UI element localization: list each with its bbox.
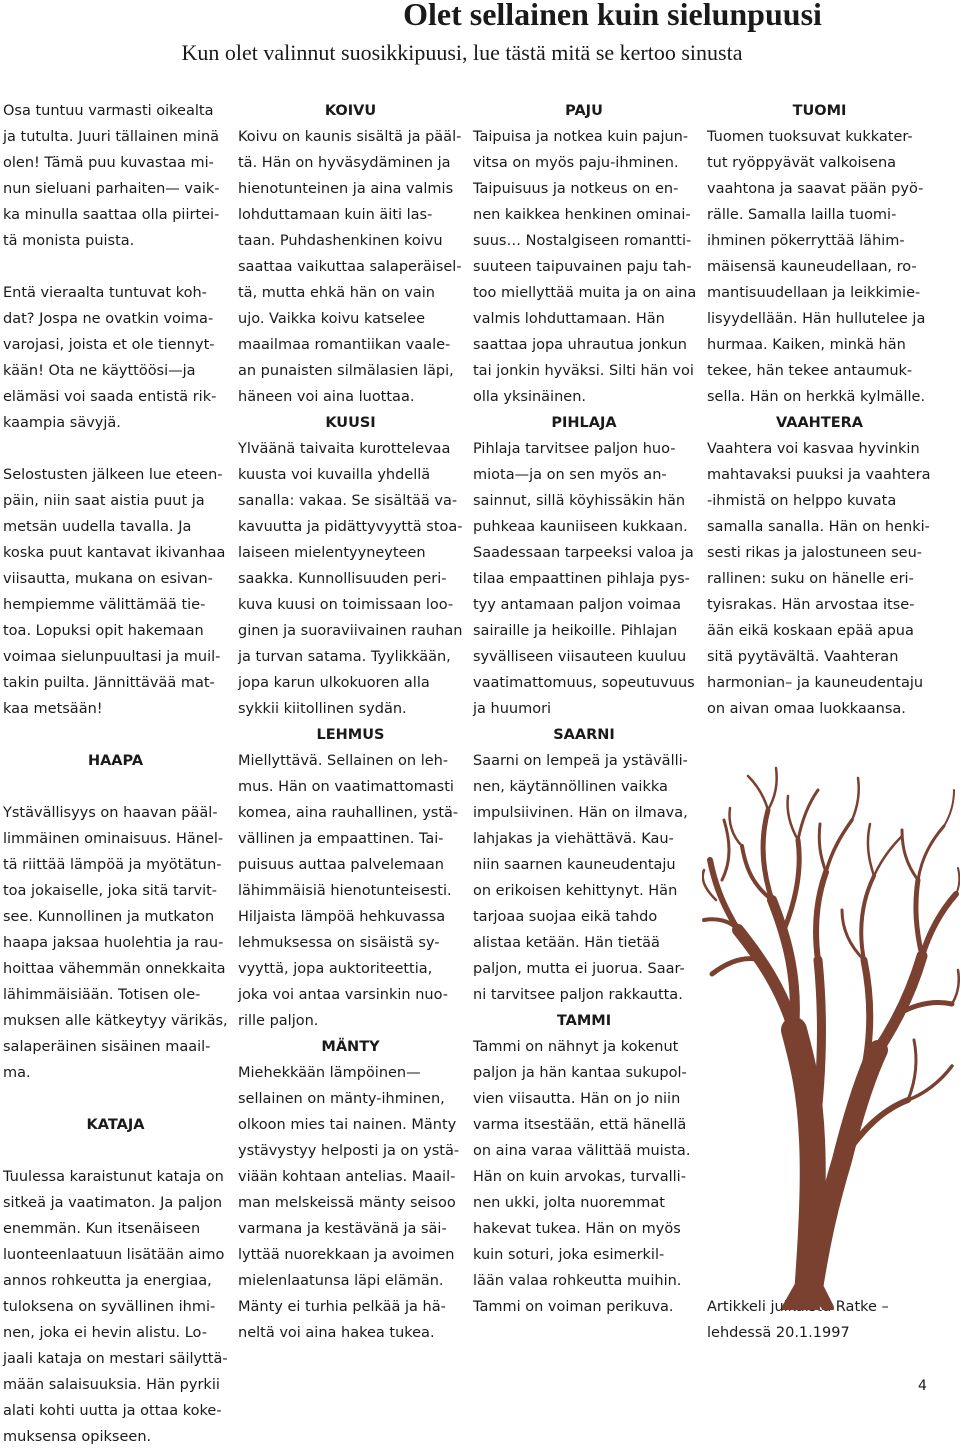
text-line bbox=[3, 722, 223, 748]
text-line: niin saarnen kauneudentaju bbox=[473, 857, 676, 873]
text-line: lähimmäisiään. Totisen ole- bbox=[3, 987, 201, 1003]
text-line: toa. Lopuksi opit hakemaan bbox=[3, 623, 204, 639]
text-line: harmonian– ja kauneudentaju bbox=[707, 675, 924, 691]
text-line: takin puilta. Jännittävää mat- bbox=[3, 675, 215, 691]
section-heading: HAAPA bbox=[87, 753, 144, 769]
text-line: sainnut, sillä köyhissäkin hän bbox=[473, 493, 686, 509]
text-line: sella. Hän on herkkä kylmälle. bbox=[707, 389, 926, 405]
page-number: 4 bbox=[918, 1378, 927, 1394]
bare-tree-icon bbox=[702, 760, 960, 1310]
text-line: rälle. Samalla lailla tuomi- bbox=[707, 207, 897, 223]
section-heading: PIHLAJA bbox=[551, 415, 617, 431]
text-line: on erikoisen kehittynyt. Hän bbox=[473, 883, 678, 899]
text-line bbox=[3, 774, 223, 800]
text-line: on aivan omaa luokkaansa. bbox=[707, 701, 906, 717]
text-line: tai jonkin hyväksi. Silti hän voi bbox=[473, 363, 694, 379]
text-line: luonteenlaatuun lisätään aimo bbox=[3, 1247, 225, 1263]
text-line: mään salaisuuksia. Hän pyrkii bbox=[3, 1377, 220, 1393]
text-line: enemmän. Kun itsenäiseen bbox=[3, 1221, 201, 1237]
text-line: man melskeissä mänty seisoo bbox=[238, 1195, 456, 1211]
text-line: ja huumori bbox=[473, 701, 552, 717]
text-line: nen kaikkea henkinen ominai- bbox=[473, 207, 691, 223]
text-line: ihminen pökerryttää lähim- bbox=[707, 233, 905, 249]
text-line: varmana ja kestävänä ja säi- bbox=[238, 1221, 447, 1237]
text-line: taan. Puhdashenkinen koivu bbox=[238, 233, 443, 249]
text-line: Taipuisa ja notkea kuin pajun- bbox=[473, 129, 689, 145]
column-2 bbox=[238, 98, 463, 1346]
text-line: miota—ja on sen myös an- bbox=[473, 467, 667, 483]
text-line: kaampia sävyjä. bbox=[3, 415, 121, 431]
text-line: too miellyttää muita ja on aina bbox=[473, 285, 697, 301]
text-line: voimaa sielunpuultasi ja muil- bbox=[3, 649, 221, 665]
text-line: Miellyttävä. Sellainen on leh- bbox=[238, 753, 449, 769]
section-heading: TUOMI bbox=[792, 103, 847, 119]
text-line: sellainen on mänty-ihminen, bbox=[238, 1091, 445, 1107]
text-line: viisautta, mukana on esivan- bbox=[3, 571, 213, 587]
text-line: lähimmäisiä hienotunteisesti. bbox=[238, 883, 452, 899]
text-line: samalla sanalla. Hän on henki- bbox=[707, 519, 930, 535]
text-line: mielenlaatunsa läpi elämän. bbox=[238, 1273, 444, 1289]
text-line: vaahtona ja saavat pään pyö- bbox=[707, 181, 924, 197]
column-1 bbox=[3, 98, 228, 1450]
text-line: varma itsestään, että hänellä bbox=[473, 1117, 687, 1133]
text-line: ystävystyy helposti ja on ystä- bbox=[238, 1143, 460, 1159]
section-heading: PAJU bbox=[565, 103, 603, 119]
text-line: vällinen ja empaattinen. Tai- bbox=[238, 831, 444, 847]
text-line: rille paljon. bbox=[238, 1013, 319, 1029]
text-line: paljon, mutta ei juorua. Saar- bbox=[473, 961, 685, 977]
text-line: Vaahtera voi kasvaa hyvinkin bbox=[707, 441, 920, 457]
text-line: ginen ja suoraviivainen rauhan bbox=[238, 623, 463, 639]
text-line: päin, niin saat aistia puut ja bbox=[3, 493, 205, 509]
text-line: viään kohtaan antelias. Maail- bbox=[238, 1169, 456, 1185]
text-line: tuloksena on syvällinen ihmi- bbox=[3, 1299, 216, 1315]
text-line: an punaisten silmälasien läpi, bbox=[238, 363, 454, 379]
text-line: mantisuudellaan ja leikkimie- bbox=[707, 285, 921, 301]
text-line: laiseen mielentyyneyteen bbox=[238, 545, 426, 561]
text-line: tä riittää lämpöä ja myötätun- bbox=[3, 857, 222, 873]
page-title: Olet sellainen kuin sielunpuusi bbox=[403, 0, 822, 32]
text-line: Selostusten jälkeen lue eteen- bbox=[3, 467, 223, 483]
text-line: tarjoaa suojaa eikä tahdo bbox=[473, 909, 658, 925]
page-subtitle: Kun olet valinnut suosikkipuusi, lue tästä mitä se kertoo sinusta bbox=[181, 40, 743, 65]
text-line: tilaa empaattinen pihlaja pys- bbox=[473, 571, 690, 587]
text-line: olla yksinäinen. bbox=[473, 389, 586, 405]
text-line: dat? Jospa ne ovatkin voima- bbox=[3, 311, 214, 327]
text-line: lohduttamaan kuin äiti las- bbox=[238, 207, 433, 223]
text-line: nen ukki, jolta nuoremmat bbox=[473, 1195, 665, 1211]
text-line: kaa metsään! bbox=[3, 701, 103, 717]
section-heading: KOIVU bbox=[324, 103, 377, 119]
section-heading: SAARNI bbox=[553, 727, 615, 743]
text-line: metsän uudella tavalla. Ja bbox=[3, 519, 192, 535]
text-line: ma. bbox=[3, 1065, 31, 1081]
text-line: Ystävällisyys on haavan pääl- bbox=[3, 805, 218, 821]
section-heading: LEHMUS bbox=[316, 727, 385, 743]
text-line: lyttää nuorekkaan ja avoimen bbox=[238, 1247, 455, 1263]
text-line: puisuus auttaa palvelemaan bbox=[238, 857, 445, 873]
text-line: nen, käytännöllinen vaikka bbox=[473, 779, 668, 795]
text-line: suuteen taipuvainen paju tah- bbox=[473, 259, 692, 275]
text-line: suus… Nostalgiseen romantti- bbox=[473, 233, 692, 249]
text-line bbox=[3, 1138, 223, 1164]
text-line: salaperäinen sisäinen maail- bbox=[3, 1039, 211, 1055]
text-line: mus. Hän on vaatimattomasti bbox=[238, 779, 454, 795]
text-line: lisyydellään. Hän hullutelee ja bbox=[707, 311, 926, 327]
text-line: Koivu on kaunis sisältä ja pääl- bbox=[238, 129, 462, 145]
text-line: sairaille ja heikoille. Pihlajan bbox=[473, 623, 678, 639]
text-line: vitsa on myös paju-ihminen. bbox=[473, 155, 679, 171]
text-line: Saadessaan tarpeeksi valoa ja bbox=[473, 545, 694, 561]
text-line: on aina varaa välittää muista. bbox=[473, 1143, 691, 1159]
text-line: tä monista puista. bbox=[3, 233, 135, 249]
text-line: lehdessä 20.1.1997 bbox=[707, 1325, 850, 1341]
text-line: valmis lohduttamaan. Hän bbox=[473, 311, 665, 327]
text-line: häneen voi aina luottaa. bbox=[238, 389, 415, 405]
text-line: ka minulla saattaa olla piirtei- bbox=[3, 207, 220, 223]
text-line: sykkii kiitollinen sydän. bbox=[238, 701, 407, 717]
text-line: hienotunteinen ja aina valmis bbox=[238, 181, 454, 197]
text-line: sitä pyytävältä. Vaahteran bbox=[707, 649, 899, 665]
text-line: Artikkeli julkaistu Ratke – bbox=[707, 1299, 889, 1315]
text-line: alistaa ketään. Hän tietää bbox=[473, 935, 660, 951]
text-line: hakevat tukea. Hän on myös bbox=[473, 1221, 681, 1237]
text-line: Osa tuntuu varmasti oikealta bbox=[3, 103, 214, 119]
text-line bbox=[3, 254, 223, 280]
text-line: Taipuisuus ja notkeus on en- bbox=[473, 181, 679, 197]
section-heading: VAAHTERA bbox=[776, 415, 863, 431]
text-line: puhkeaa kauniiseen kukkaan. bbox=[473, 519, 688, 535]
section-heading: MÄNTY bbox=[321, 1039, 380, 1055]
text-line: ja tutulta. Juuri tällainen minä bbox=[3, 129, 220, 145]
text-line: Miehekkään lämpöinen— bbox=[238, 1065, 421, 1081]
text-line: tä. Hän on hyväsydäminen ja bbox=[238, 155, 451, 171]
text-line: vyyttä, jopa auktoriteettia, bbox=[238, 961, 433, 977]
text-line: syvälliseen viisauteen kuuluu bbox=[473, 649, 687, 665]
text-line: nen, joka ei hevin alistu. Lo- bbox=[3, 1325, 207, 1341]
text-line: koska puut kantavat ikivanhaa bbox=[3, 545, 226, 561]
text-line: Entä vieraalta tuntuvat koh- bbox=[3, 285, 207, 301]
text-line: lään valaa rohkeutta muihin. bbox=[473, 1273, 682, 1289]
text-line: Ylväänä taivaita kurottelevaa bbox=[238, 441, 451, 457]
text-line: Hiljaista lämpöä hehkuvassa bbox=[238, 909, 446, 925]
text-line: Tuomen tuoksuvat kukkater- bbox=[707, 129, 913, 145]
text-line: sanalla: vakaa. Se sisältää va- bbox=[238, 493, 458, 509]
text-line: hurmaa. Kaiken, minkä hän bbox=[707, 337, 906, 353]
text-line: varojasi, joista et ole tiennyt- bbox=[3, 337, 215, 353]
text-line: jopa karun ulkokuoren alla bbox=[238, 675, 430, 691]
text-line: Tammi on nähnyt ja kokenut bbox=[473, 1039, 679, 1055]
text-line: muksensa opikseen. bbox=[3, 1429, 152, 1445]
text-line: nun sieluani parhaiten— vaik- bbox=[3, 181, 220, 197]
text-line: haapa jaksaa huolehtia ja rau- bbox=[3, 935, 224, 951]
text-line: saakka. Kunnollisuuden peri- bbox=[238, 571, 447, 587]
section-heading: KUUSI bbox=[325, 415, 376, 431]
text-line bbox=[3, 1086, 223, 1112]
text-line: saattaa jopa uhrautua jonkun bbox=[473, 337, 687, 353]
text-line: impulsiivinen. Hän on ilmava, bbox=[473, 805, 688, 821]
text-line: Mänty ei turhia pelkää ja hä- bbox=[238, 1299, 446, 1315]
text-line: Hän on kuin arvokas, turvalli- bbox=[473, 1169, 686, 1185]
text-line: kavuutta ja pidättyvyyttä stoa- bbox=[238, 519, 463, 535]
text-line: ujo. Vaikka koivu katselee bbox=[238, 311, 426, 327]
text-line: lahjakas ja viehättävä. Kau- bbox=[473, 831, 674, 847]
text-line: tä, mutta ehkä hän on vain bbox=[238, 285, 435, 301]
text-line bbox=[3, 436, 223, 462]
section-heading: TAMMI bbox=[556, 1013, 612, 1029]
text-line: ni tarvitsee paljon rakkautta. bbox=[473, 987, 683, 1003]
text-line: neltä voi aina hakea tukea. bbox=[238, 1325, 435, 1341]
text-line: elämäsi voi saada entistä rik- bbox=[3, 389, 217, 405]
text-line: kuin soturi, joka esimerkil- bbox=[473, 1247, 665, 1263]
text-line: paljon ja hän kantaa sukupol- bbox=[473, 1065, 687, 1081]
text-line: olkoon mies tai nainen. Mänty bbox=[238, 1117, 457, 1133]
text-line: sitkeä ja vaatimaton. Ja paljon bbox=[3, 1195, 223, 1211]
text-line: ja turvan satama. Tyylikkään, bbox=[238, 649, 451, 665]
text-line: jaali kataja on mestari säilyttä- bbox=[3, 1351, 228, 1367]
text-line: alati kohti uutta ja ottaa koke- bbox=[3, 1403, 222, 1419]
text-line: tekee, hän tekee antaumuk- bbox=[707, 363, 913, 379]
text-line: saattaa vaikuttaa salaperäisel- bbox=[238, 259, 462, 275]
text-line: sesti rikas ja jalostuneen seu- bbox=[707, 545, 923, 561]
text-line: see. Kunnollinen ja mutkaton bbox=[3, 909, 215, 925]
text-line: hempiemme välittämää tie- bbox=[3, 597, 206, 613]
text-line: -ihmistä on helppo kuvata bbox=[707, 493, 897, 509]
text-line: ään eikä koskaan epää apua bbox=[707, 623, 914, 639]
text-line: komea, aina rauhallinen, ystä- bbox=[238, 805, 459, 821]
text-line: kuva kuusi on toimissaan loo- bbox=[238, 597, 454, 613]
text-line: mäisensä kauneudellaan, ro- bbox=[707, 259, 917, 275]
text-line: annos rohkeutta ja energiaa, bbox=[3, 1273, 212, 1289]
text-line: Tuulessa karaistunut kataja on bbox=[3, 1169, 224, 1185]
text-line bbox=[707, 722, 932, 748]
text-line: mahtavaksi puuksi ja vaahtera bbox=[707, 467, 931, 483]
text-line: joka voi antaa varsinkin nuo- bbox=[238, 987, 448, 1003]
text-line: kuusta voi kuvailla yhdellä bbox=[238, 467, 431, 483]
text-line: Pihlaja tarvitsee paljon huo- bbox=[473, 441, 676, 457]
text-line: vaatimattomuus, sopeutuvuus bbox=[473, 675, 695, 691]
text-line: Saarni on lempeä ja ystävälli- bbox=[473, 753, 688, 769]
text-line: tyy antamaan paljon voimaa bbox=[473, 597, 681, 613]
text-line: lehmuksessa on sisäistä sy- bbox=[238, 935, 440, 951]
section-heading: KATAJA bbox=[86, 1117, 145, 1133]
text-line: olen! Tämä puu kuvastaa mi- bbox=[3, 155, 214, 171]
text-line: kään! Ota ne käyttöösi—ja bbox=[3, 363, 196, 379]
text-line: rallinen: suku on hänelle eri- bbox=[707, 571, 914, 587]
text-line: Tammi on voiman perikuva. bbox=[473, 1299, 674, 1315]
text-line: maailmaa romantiikan vaale- bbox=[238, 337, 451, 353]
text-line: limmäinen ominaisuus. Hänel- bbox=[3, 831, 224, 847]
text-line: muksen alle kätkeytyy värikäs, bbox=[3, 1013, 228, 1029]
text-line: hoittaa vähemmän onnekkaita bbox=[3, 961, 226, 977]
text-line: vien viisautta. Hän on jo niin bbox=[473, 1091, 681, 1107]
text-line: tyisrakas. Hän arvostaa itse- bbox=[707, 597, 915, 613]
text-line: toa jokaiselle, joka sitä tarvit- bbox=[3, 883, 218, 899]
column-3 bbox=[473, 98, 695, 1320]
text-line: tut ryöppyävät valkoisena bbox=[707, 155, 897, 171]
